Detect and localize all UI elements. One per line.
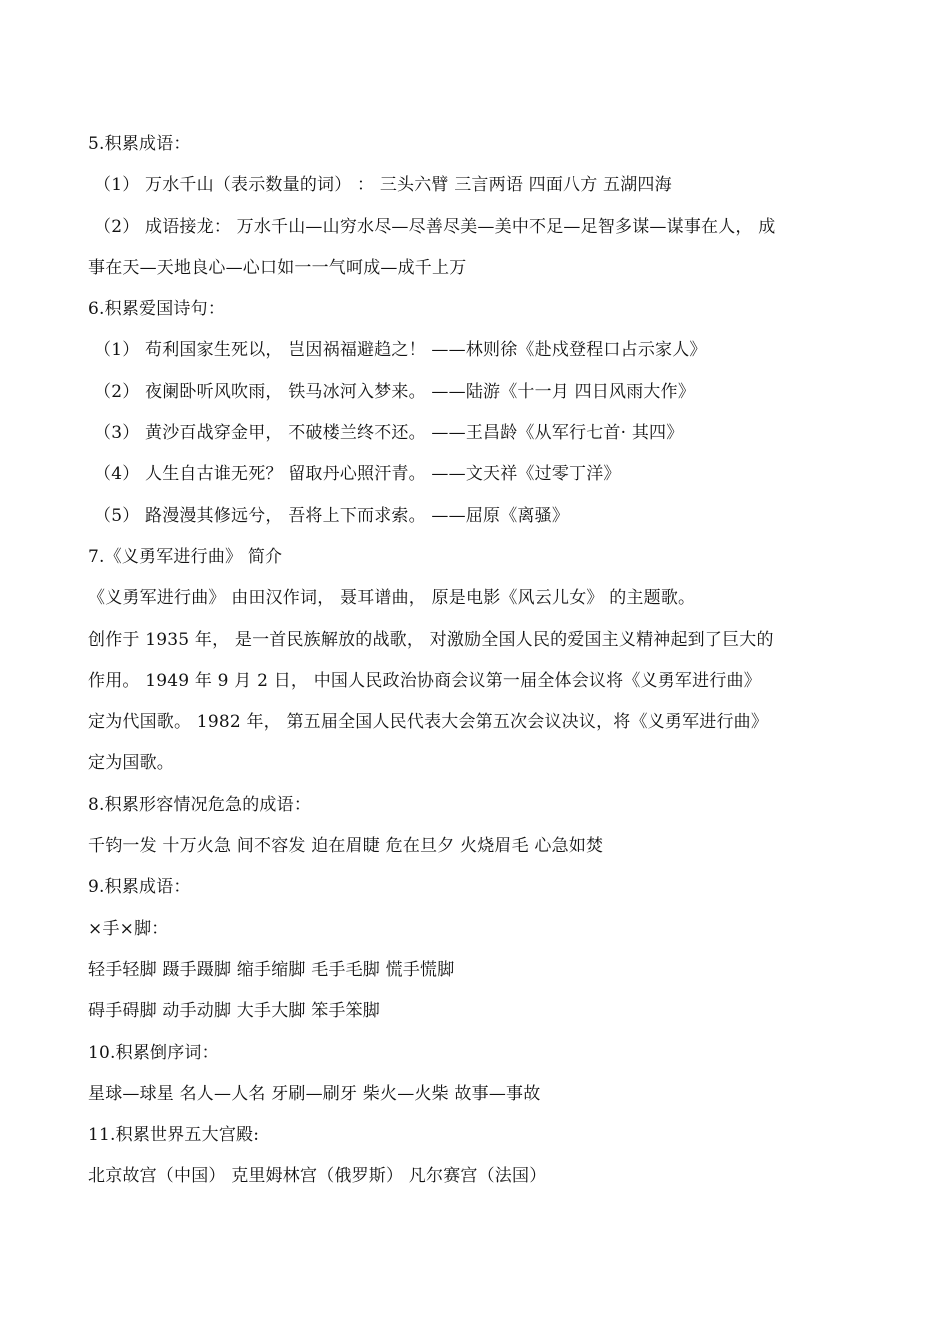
text-line: 北京故宫（中国） 克里姆林宫（俄罗斯） 凡尔赛宫（法国） xyxy=(88,1166,547,1187)
numbered-item: （4） 人生自古谁无死？ 留取丹心照汗青。 ——文天祥《过零丁洋》 xyxy=(94,464,621,485)
text-line: 事在天—天地良心—心口如一一气呵成—成千上万 xyxy=(88,257,467,278)
section-heading: 10.积累倒序词： xyxy=(88,1042,219,1063)
section-heading: 11.积累世界五大宫殿: xyxy=(88,1125,260,1146)
text-line: 《义勇军进行曲》 由田汉作词， 聂耳谱曲， 原是电影《风云儿女》 的主题歌。 xyxy=(88,588,696,609)
numbered-item: （5） 路漫漫其修远兮， 吾将上下而求索。 ——屈原《离骚》 xyxy=(94,505,570,526)
text-line: 创作于 1935 年， 是一首民族解放的战歌， 对激励全国人民的爱国主义精神起到了巨大的 xyxy=(88,629,774,650)
numbered-item: （3） 黄沙百战穿金甲， 不破楼兰终不还。 ——王昌龄《从军行七首· 其四》 xyxy=(94,423,684,444)
section-heading: 7.《义勇军进行曲》 简介 xyxy=(88,546,283,567)
text-line: ×手×脚： xyxy=(88,918,169,939)
text-line: 定为代国歌。 1982 年， 第五届全国人民代表大会第五次会议决议，将《义勇军进行曲》 xyxy=(88,712,769,733)
section-heading: 6.积累爱国诗句： xyxy=(88,299,226,320)
numbered-item: （1） 苟利国家生死以， 岂因祸福避趋之！ ——林则徐《赴戍登程口占示家人》 xyxy=(94,340,707,361)
section-heading: 8.积累形容情况危急的成语： xyxy=(88,794,312,815)
word-list: 星球—球星 名人—人名 牙刷—刷牙 柴火—火柴 故事—事故 xyxy=(88,1083,541,1104)
document-body xyxy=(88,124,858,1198)
text-line: 作用。 1949 年 9 月 2 日， 中国人民政治协商会议第一届全体会议将《义勇军进行曲》 xyxy=(88,670,761,691)
section-heading: 9.积累成语： xyxy=(88,877,191,898)
numbered-item: （1） 万水千山（表示数量的词） ： 三头六臂 三言两语 四面八方 五湖四海 xyxy=(94,175,672,196)
text-line: 定为国歌。 xyxy=(88,753,174,774)
idiom-list: 千钧一发 十万火急 间不容发 迫在眉睫 危在旦夕 火烧眉毛 心急如焚 xyxy=(88,836,604,857)
numbered-item: （2） 成语接龙： 万水千山—山穷水尽—尽善尽美—美中不足—足智多谋—谋事在人， 成 xyxy=(94,216,776,237)
numbered-item: （2） 夜阑卧听风吹雨， 铁马冰河入梦来。 ——陆游《十一月 四日风雨大作》 xyxy=(94,381,696,402)
idiom-list: 轻手轻脚 蹑手蹑脚 缩手缩脚 毛手毛脚 慌手慌脚 xyxy=(88,959,455,980)
section-heading: 5.积累成语： xyxy=(88,134,191,154)
idiom-list: 碍手碍脚 动手动脚 大手大脚 笨手笨脚 xyxy=(88,1001,381,1022)
